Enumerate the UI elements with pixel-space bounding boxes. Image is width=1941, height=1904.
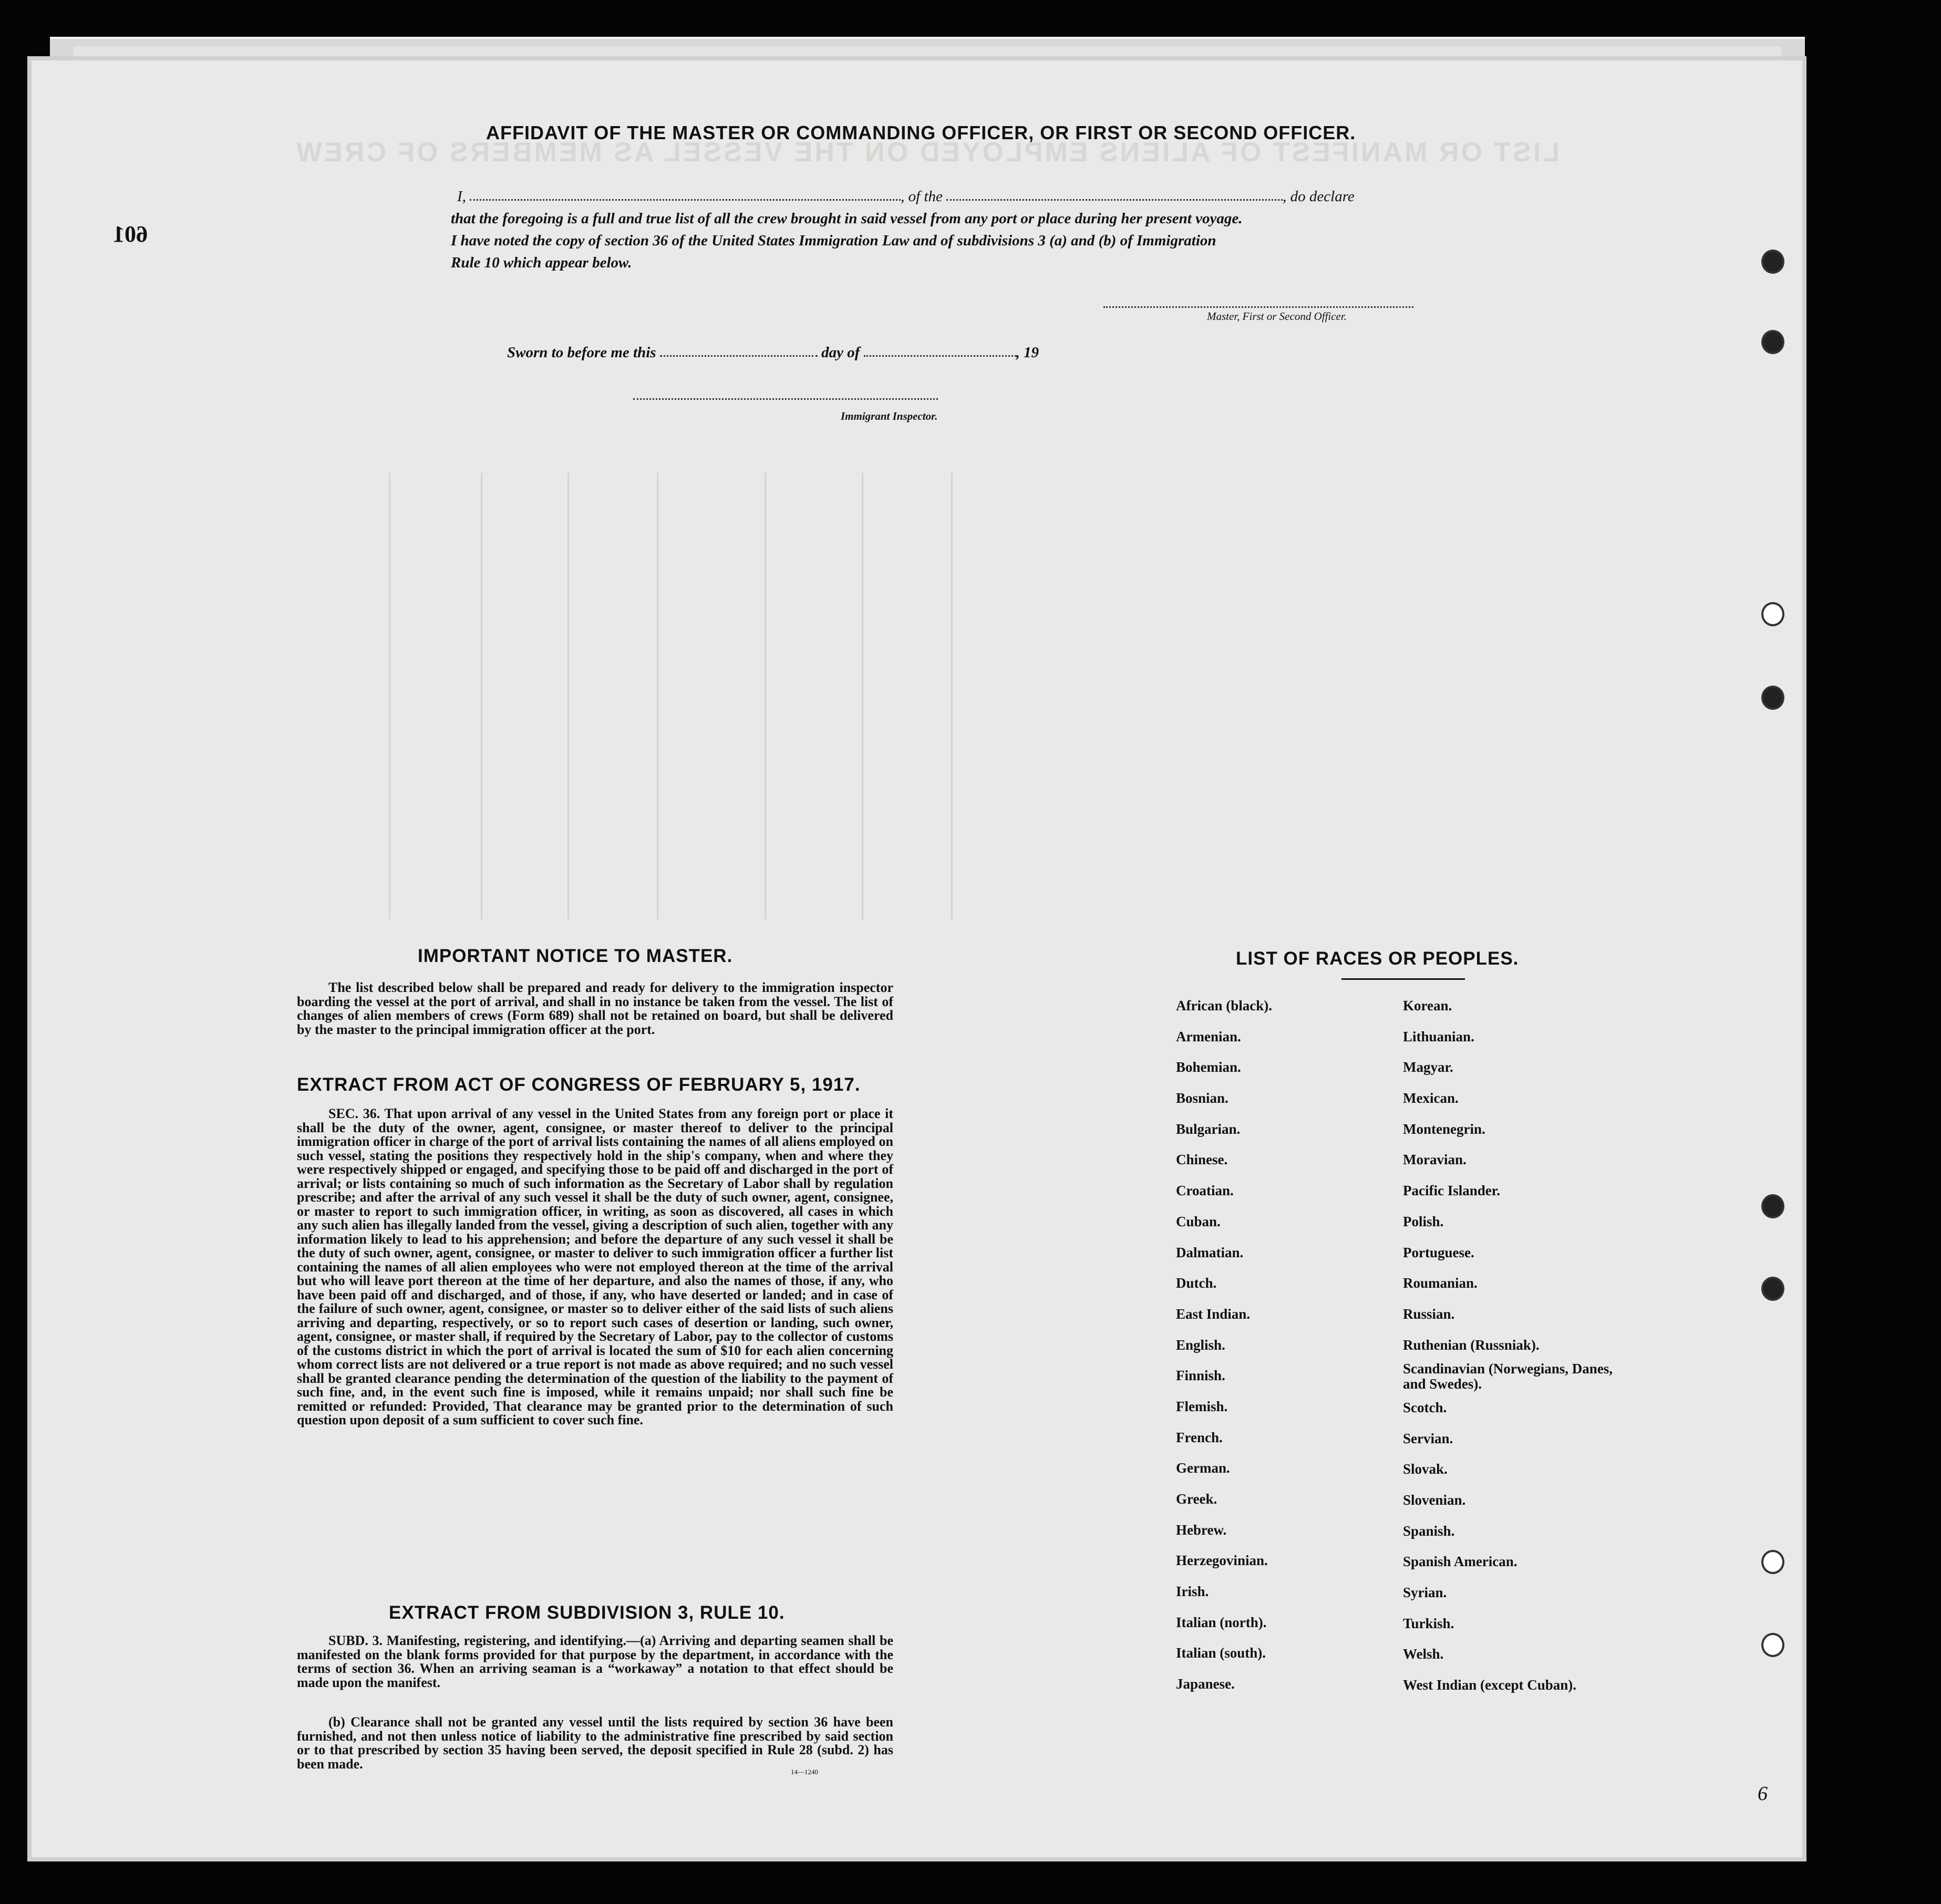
affidavit-line-4: Rule 10 which appear below. <box>451 254 632 271</box>
bleed-column-line <box>481 473 482 919</box>
race-item: Portuguese. <box>1403 1244 1474 1260</box>
race-item: Syrian. <box>1403 1585 1447 1601</box>
race-item: Herzegovinian. <box>1176 1553 1268 1569</box>
race-item: Finnish. <box>1176 1368 1225 1384</box>
rule-title: EXTRACT FROM SUBDIVISION 3, RULE 10. <box>389 1602 785 1623</box>
race-item: Bosnian. <box>1176 1090 1228 1106</box>
race-item: Russian. <box>1403 1306 1455 1322</box>
race-item: Lithuanian. <box>1403 1028 1474 1044</box>
bleed-column-line <box>951 473 953 919</box>
race-item: Italian (north). <box>1176 1614 1267 1630</box>
race-item: Servian. <box>1403 1430 1453 1446</box>
signature-blank <box>1103 302 1413 308</box>
race-item: Pacific Islander. <box>1403 1183 1500 1199</box>
affidavit-line-3: I have noted the copy of section 36 of the United States Immigration Law and of subdivisions 3 (a) and (b) of Immigration <box>451 232 1216 249</box>
punch-hole <box>1761 1550 1784 1574</box>
bleed-through-title: LIST OR MANIFEST OF ALIENS EMPLOYED ON THE VESSEL AS MEMBERS OF CREW <box>294 137 1560 168</box>
race-item: Croatian. <box>1176 1183 1234 1199</box>
notice-title: IMPORTANT NOTICE TO MASTER. <box>418 946 733 966</box>
race-item: African (black). <box>1176 998 1272 1013</box>
declare-label: , do declare <box>1283 188 1355 205</box>
race-item: Slovenian. <box>1403 1492 1466 1508</box>
race-item: Dalmatian. <box>1176 1244 1244 1260</box>
affidavit-declaration-line <box>457 188 1355 205</box>
month-blank <box>864 351 1016 357</box>
inspector-caption: Immigrant Inspector. <box>841 410 938 422</box>
punch-hole <box>1761 1277 1784 1301</box>
race-item: English. <box>1176 1337 1225 1353</box>
race-item: Ruthenian (Russniak). <box>1403 1337 1540 1353</box>
rule-para-a: SUBD. 3. Manifesting, registering, and identifying.—(a) Arriving and departing seamen shall be manifested on the blank forms provided for that purpose by the department, in accordance with the terms of section 36. When an arriving seaman is a “workaway” a notation to that effect should be made upon the manifest. <box>297 1633 893 1690</box>
notice-body: The list described below shall be prepared and ready for delivery to the immigration inspector boarding the vessel at the port of arrival, and shall in no instance be taken from the vessel. The list of changes of alien members of crews (Form 689) shall not be retained on board, but shall be delivered by the master to the principal immigration officer at the port. <box>297 980 893 1037</box>
affidavit-title: AFFIDAVIT OF THE MASTER OR COMMANDING OFFICER, OR FIRST OR SECOND OFFICER. <box>486 122 1356 143</box>
punch-hole <box>1761 686 1784 710</box>
race-item: Montenegrin. <box>1403 1121 1485 1137</box>
race-item: Japanese. <box>1176 1676 1235 1692</box>
punch-hole <box>1761 330 1784 354</box>
race-item: Korean. <box>1403 998 1452 1013</box>
punch-hole <box>1761 1194 1784 1218</box>
race-item: Polish. <box>1403 1213 1444 1229</box>
i-label: I, <box>457 188 466 205</box>
master-caption: Master, First or Second Officer. <box>1207 310 1347 323</box>
race-item: Scotch. <box>1403 1399 1447 1415</box>
race-item: West Indian (except Cuban). <box>1403 1677 1577 1693</box>
sworn-label: Sworn to before me this <box>507 344 656 361</box>
affidavit-line-2: that the foregoing is a full and true list of all the crew brought in said vessel from any port or place during her present voyage. <box>451 210 1243 227</box>
race-item: Slovak. <box>1403 1461 1448 1477</box>
rule-para-b: (b) Clearance shall not be granted any vessel until the lists required by section 36 have been furnished, and not then unless notice of liability to the administrative fine prescribed by said section or to that prescribed by section 35 having been served, the deposit specified in Rule 28 (subd. 2) has been made. <box>297 1714 893 1772</box>
race-item: Chinese. <box>1176 1152 1228 1168</box>
day-blank <box>660 351 818 357</box>
title-underline <box>1341 978 1465 980</box>
races-left-column <box>1176 990 1272 1700</box>
race-item: Irish. <box>1176 1584 1209 1600</box>
punch-hole <box>1761 602 1784 626</box>
race-item: Hebrew. <box>1176 1522 1227 1538</box>
punch-hole <box>1761 1633 1784 1657</box>
race-item: Turkish. <box>1403 1615 1454 1631</box>
race-item: Roumanian. <box>1403 1275 1478 1291</box>
race-item: Mexican. <box>1403 1090 1459 1106</box>
bleed-column-line <box>765 473 766 919</box>
race-item: Spanish. <box>1403 1523 1455 1539</box>
race-item: Dutch. <box>1176 1275 1217 1291</box>
punch-hole <box>1761 250 1784 274</box>
bleed-column-line <box>567 473 569 919</box>
bleed-column-line <box>389 473 390 919</box>
race-item: Scandinavian (Norwegians, Danes, and Swedes). <box>1403 1361 1613 1392</box>
name-blank <box>470 195 901 201</box>
stamp-number: 601 <box>113 221 148 247</box>
day-of-label: day of <box>821 344 860 361</box>
form-number: 14—1240 <box>791 1768 818 1776</box>
act-title: EXTRACT FROM ACT OF CONGRESS OF FEBRUARY 5, 1917. <box>297 1074 861 1095</box>
races-title: LIST OF RACES OR PEOPLES. <box>1236 948 1519 969</box>
act-body: SEC. 36. That upon arrival of any vessel in the United States from any foreign port or place it shall be the duty of the owner, agent, consignee, or master thereof to deliver to the principal immigration officer in charge of the port of arrival lists containing the names of all aliens employed on such vessel, stating the positions they respectively hold in the ship's company, when and where they were respectively shipped or engaged, and specifying those to be paid off and discharged in the port of arrival; or lists containing so much of such information as the Secretary of Labor shall by regulation prescribe; and after the arrival of any such vessel it shall be the duty of such owner, agent, consignee, or master to report to such immigration officer, in writing, as soon as discovered, all cases in which any such alien has illegally landed from the vessel, giving a description of such alien, together with any information likely to lead to his apprehension; and before the departure of any such vessel it shall be the duty of such owner, agent, consignee, or master to deliver to such immigration officer a further list containing the names of all alien employees who were not employed thereon at the time of the arrival but who will leave port thereon at the time of her departure, and also the names of those, if any, who have been paid off and discharged, and of those, if any, who have deserted or landed; and in case of the failure of such owner, agent, consignee, or master so to deliver either of the said lists of such aliens arriving and departing, respectively, or so to report such cases of desertion or landing, such owner, agent, consignee, or master shall, if required by the Secretary of Labor, pay to the collector of customs of the customs district in which the port of arrival is located the sum of $10 for each alien concerning whom correct lists are not delivered or a true report is not made as above required; and no such vessel shall be granted clearance pending the determination of the question of the liability to the payment of such fine, and, in the event such fine is imposed, while it remains unpaid; nor shall such fine be remitted or refunded: Provided, That clearance may be granted prior to the determination of such question upon deposit of a sum sufficient to cover such fine. <box>297 1106 893 1427</box>
bleed-column-line <box>862 473 863 919</box>
race-item: Bohemian. <box>1176 1059 1241 1075</box>
stacked-page-edge <box>74 46 1781 62</box>
inspector-blank <box>633 394 938 400</box>
race-item: German. <box>1176 1460 1230 1476</box>
bleed-column-line <box>657 473 658 919</box>
race-item: Bulgarian. <box>1176 1121 1241 1137</box>
handwritten-mark: 6 <box>1758 1783 1768 1805</box>
race-item: Welsh. <box>1403 1646 1444 1662</box>
race-item: Italian (south). <box>1176 1645 1266 1661</box>
races-right-column <box>1403 990 1624 1701</box>
race-item: Flemish. <box>1176 1398 1228 1414</box>
race-item: Cuban. <box>1176 1213 1221 1229</box>
race-item: Spanish American. <box>1403 1554 1517 1570</box>
sworn-line <box>507 344 1039 361</box>
race-item: Moravian. <box>1403 1152 1467 1168</box>
race-item: Armenian. <box>1176 1028 1241 1044</box>
of-the-label: , of the <box>901 188 943 205</box>
race-item: East Indian. <box>1176 1306 1251 1322</box>
vessel-blank <box>946 195 1283 201</box>
race-item: Magyar. <box>1403 1059 1453 1075</box>
race-item: Greek. <box>1176 1491 1217 1507</box>
race-item: French. <box>1176 1429 1223 1445</box>
year-label: , 19 <box>1016 344 1039 361</box>
